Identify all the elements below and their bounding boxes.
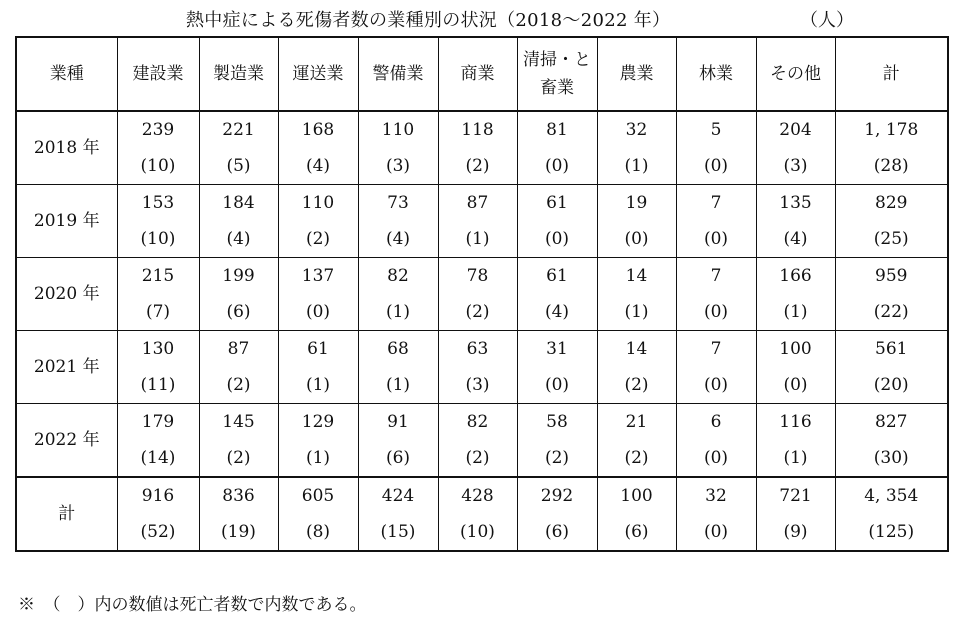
casualty-count: 82	[466, 412, 489, 432]
row-label: 2018 年	[16, 111, 117, 185]
header-security: 警備業	[358, 37, 438, 111]
casualty-count: 829	[875, 193, 908, 213]
casualty-count: 31	[546, 339, 568, 359]
death-count: (0)	[544, 156, 570, 176]
cell-forestry	[676, 258, 756, 331]
death-count: (2)	[465, 302, 490, 322]
cell-agriculture	[597, 477, 676, 551]
casualty-count: 73	[387, 193, 409, 213]
casualty-count: 14	[625, 266, 648, 286]
casualty-count: 129	[301, 412, 335, 432]
cell-manufacturing	[199, 331, 278, 404]
death-count: (4)	[305, 156, 331, 176]
casualty-count: 424	[381, 486, 415, 506]
death-count: (5)	[226, 156, 251, 176]
death-count: (2)	[544, 448, 570, 468]
casualty-count: 21	[625, 412, 648, 432]
cell-forestry	[676, 111, 756, 185]
death-count: (28)	[873, 156, 909, 176]
casualty-count: 239	[141, 120, 175, 140]
casualty-count: 166	[779, 266, 812, 286]
cell-transport	[278, 185, 358, 258]
casualty-count: 1, 178	[864, 120, 919, 140]
header-row	[16, 37, 948, 111]
death-count: (4)	[544, 302, 570, 322]
table-row	[16, 404, 948, 478]
cell-forestry	[676, 185, 756, 258]
death-count: (15)	[380, 522, 416, 542]
row-label: 2019 年	[16, 185, 117, 258]
casualty-count: 135	[779, 193, 812, 213]
title-row	[0, 4, 958, 32]
casualty-count: 116	[779, 412, 812, 432]
cell-transport	[278, 111, 358, 185]
cell-manufacturing	[199, 111, 278, 185]
footnote: ※ （ ）内の数値は死亡者数で内数である。	[18, 595, 367, 615]
cell-agriculture	[597, 185, 676, 258]
casualty-count: 221	[222, 120, 255, 140]
casualty-count: 179	[141, 412, 175, 432]
death-count: (1)	[624, 302, 649, 322]
death-count: (2)	[624, 375, 649, 395]
cell-total	[835, 185, 948, 258]
death-count: (0)	[544, 229, 570, 249]
header-construction: 建設業	[117, 37, 199, 111]
cell-total	[835, 404, 948, 478]
death-count: (25)	[873, 229, 909, 249]
cell-security	[358, 331, 438, 404]
cell-construction	[117, 477, 199, 551]
death-count: (14)	[140, 448, 176, 468]
casualty-count: 118	[461, 120, 494, 140]
death-count: (0)	[703, 156, 729, 176]
cell-agriculture	[597, 331, 676, 404]
casualty-count: 61	[546, 266, 568, 286]
header-commerce: 商業	[438, 37, 517, 111]
death-count: (1)	[783, 302, 808, 322]
table-row	[16, 331, 948, 404]
death-count: (1)	[783, 448, 808, 468]
table-row	[16, 185, 948, 258]
casualty-count: 428	[461, 486, 494, 506]
casualty-count: 32	[625, 120, 648, 140]
cell-forestry	[676, 331, 756, 404]
cell-commerce	[438, 111, 517, 185]
death-count: (0)	[703, 448, 729, 468]
death-count: (2)	[305, 229, 331, 249]
death-count: (3)	[385, 156, 411, 176]
row-label: 2021 年	[16, 331, 117, 404]
cell-other	[756, 185, 835, 258]
cell-commerce	[438, 331, 517, 404]
casualty-count: 561	[875, 339, 908, 359]
casualty-count: 63	[466, 339, 489, 359]
cell-manufacturing	[199, 477, 278, 551]
cell-security	[358, 477, 438, 551]
death-count: (1)	[305, 448, 331, 468]
cell-cleaning-slaughter	[517, 404, 597, 478]
death-count: (6)	[385, 448, 411, 468]
casualty-count: 959	[875, 266, 908, 286]
cell-commerce	[438, 258, 517, 331]
header-forestry: 林業	[676, 37, 756, 111]
cell-other	[756, 111, 835, 185]
casualty-count: 78	[466, 266, 489, 286]
casualty-count: 61	[546, 193, 568, 213]
death-count: (1)	[385, 302, 411, 322]
death-count: (0)	[305, 302, 331, 322]
casualty-count: 836	[222, 486, 255, 506]
casualty-count: 7	[710, 339, 722, 359]
table-row	[16, 258, 948, 331]
cell-manufacturing	[199, 404, 278, 478]
table-title: 熱中症による死傷者数の業種別の状況（2018〜2022 年）	[186, 10, 671, 31]
casualty-count: 68	[387, 339, 409, 359]
cell-other	[756, 258, 835, 331]
death-count: (3)	[783, 156, 808, 176]
heatstroke-industry-table	[15, 36, 949, 552]
cell-security	[358, 258, 438, 331]
cell-security	[358, 111, 438, 185]
cell-construction	[117, 111, 199, 185]
death-count: (0)	[703, 375, 729, 395]
death-count: (6)	[226, 302, 251, 322]
death-count: (19)	[221, 522, 256, 542]
death-count: (0)	[703, 522, 729, 542]
death-count: (3)	[465, 375, 490, 395]
casualty-count: 130	[141, 339, 175, 359]
header-total: 計	[835, 37, 948, 111]
casualty-count: 4, 354	[864, 486, 919, 506]
death-count: (2)	[465, 156, 490, 176]
casualty-count: 199	[222, 266, 255, 286]
cell-transport	[278, 331, 358, 404]
cell-construction	[117, 258, 199, 331]
death-count: (2)	[226, 448, 251, 468]
death-count: (22)	[873, 302, 909, 322]
cell-cleaning-slaughter	[517, 185, 597, 258]
death-count: (11)	[140, 375, 176, 395]
cell-other	[756, 331, 835, 404]
death-count: (20)	[873, 375, 909, 395]
death-count: (4)	[226, 229, 251, 249]
row-label: 2022 年	[16, 404, 117, 478]
death-count: (0)	[703, 229, 729, 249]
death-count: (6)	[624, 522, 649, 542]
casualty-count: 184	[222, 193, 255, 213]
cell-construction	[117, 331, 199, 404]
cell-transport	[278, 258, 358, 331]
death-count: (7)	[145, 302, 171, 322]
header-manufacturing: 製造業	[199, 37, 278, 111]
death-count: (2)	[624, 448, 649, 468]
casualty-count: 58	[546, 412, 568, 432]
row-label: 2020 年	[16, 258, 117, 331]
unit-label: （人）	[800, 10, 854, 31]
death-count: (0)	[544, 375, 570, 395]
cell-transport	[278, 477, 358, 551]
death-count: (4)	[385, 229, 411, 249]
row-label: 計	[16, 477, 117, 551]
cell-construction	[117, 404, 199, 478]
header-agriculture: 農業	[597, 37, 676, 111]
death-count: (0)	[703, 302, 729, 322]
casualty-count: 204	[779, 120, 812, 140]
death-count: (0)	[624, 229, 649, 249]
cell-other	[756, 477, 835, 551]
death-count: (8)	[305, 522, 331, 542]
cell-transport	[278, 404, 358, 478]
cell-manufacturing	[199, 258, 278, 331]
cell-security	[358, 185, 438, 258]
header-cleaning-slaughter	[517, 37, 597, 111]
death-count: (52)	[140, 522, 176, 542]
casualty-count: 827	[875, 412, 908, 432]
casualty-count: 14	[625, 339, 648, 359]
header-other: その他	[756, 37, 835, 111]
death-count: (30)	[873, 448, 909, 468]
casualty-count: 87	[466, 193, 489, 213]
death-count: (1)	[385, 375, 411, 395]
casualty-count: 145	[222, 412, 255, 432]
cell-cleaning-slaughter	[517, 258, 597, 331]
casualty-count: 110	[381, 120, 415, 140]
casualty-count: 215	[141, 266, 175, 286]
casualty-count: 137	[301, 266, 335, 286]
casualty-count: 82	[387, 266, 409, 286]
casualty-count: 153	[141, 193, 175, 213]
casualty-count: 91	[387, 412, 409, 432]
death-count: (10)	[140, 229, 176, 249]
casualty-count: 61	[307, 339, 329, 359]
cell-cleaning-slaughter	[517, 331, 597, 404]
casualty-count: 100	[620, 486, 653, 506]
cell-commerce	[438, 477, 517, 551]
death-count: (9)	[783, 522, 808, 542]
table-row	[16, 111, 948, 185]
death-count: (0)	[783, 375, 808, 395]
cell-other	[756, 404, 835, 478]
death-count: (10)	[140, 156, 176, 176]
casualty-count: 7	[710, 266, 722, 286]
cell-total	[835, 477, 948, 551]
casualty-count: 6	[710, 412, 722, 432]
casualty-count: 292	[540, 486, 574, 506]
death-count: (2)	[465, 448, 490, 468]
cell-commerce	[438, 185, 517, 258]
cell-forestry	[676, 404, 756, 478]
cell-forestry	[676, 477, 756, 551]
cell-security	[358, 404, 438, 478]
cell-commerce	[438, 404, 517, 478]
casualty-count: 5	[710, 120, 722, 140]
casualty-count: 110	[301, 193, 335, 213]
casualty-count: 87	[227, 339, 250, 359]
cell-agriculture	[597, 404, 676, 478]
casualty-count: 916	[141, 486, 175, 506]
casualty-count: 7	[710, 193, 722, 213]
casualty-count: 721	[779, 486, 812, 506]
header-industry: 業種	[16, 37, 117, 111]
death-count: (1)	[624, 156, 649, 176]
casualty-count: 168	[301, 120, 335, 140]
cell-cleaning-slaughter	[517, 111, 597, 185]
header-cleaning-slaughter-label: 清掃・と畜業	[523, 50, 591, 98]
casualty-count: 32	[705, 486, 727, 506]
death-count: (2)	[226, 375, 251, 395]
cell-total	[835, 111, 948, 185]
death-count: (6)	[544, 522, 570, 542]
death-count: (1)	[465, 229, 490, 249]
total-row	[16, 477, 948, 551]
death-count: (10)	[460, 522, 495, 542]
casualty-count: 100	[779, 339, 812, 359]
cell-construction	[117, 185, 199, 258]
casualty-count: 605	[301, 486, 335, 506]
cell-agriculture	[597, 111, 676, 185]
cell-cleaning-slaughter	[517, 477, 597, 551]
cell-agriculture	[597, 258, 676, 331]
death-count: (1)	[305, 375, 331, 395]
cell-total	[835, 331, 948, 404]
cell-total	[835, 258, 948, 331]
cell-manufacturing	[199, 185, 278, 258]
death-count: (125)	[868, 522, 915, 542]
death-count: (4)	[783, 229, 808, 249]
casualty-count: 81	[546, 120, 568, 140]
header-transport: 運送業	[278, 37, 358, 111]
casualty-count: 19	[625, 193, 648, 213]
